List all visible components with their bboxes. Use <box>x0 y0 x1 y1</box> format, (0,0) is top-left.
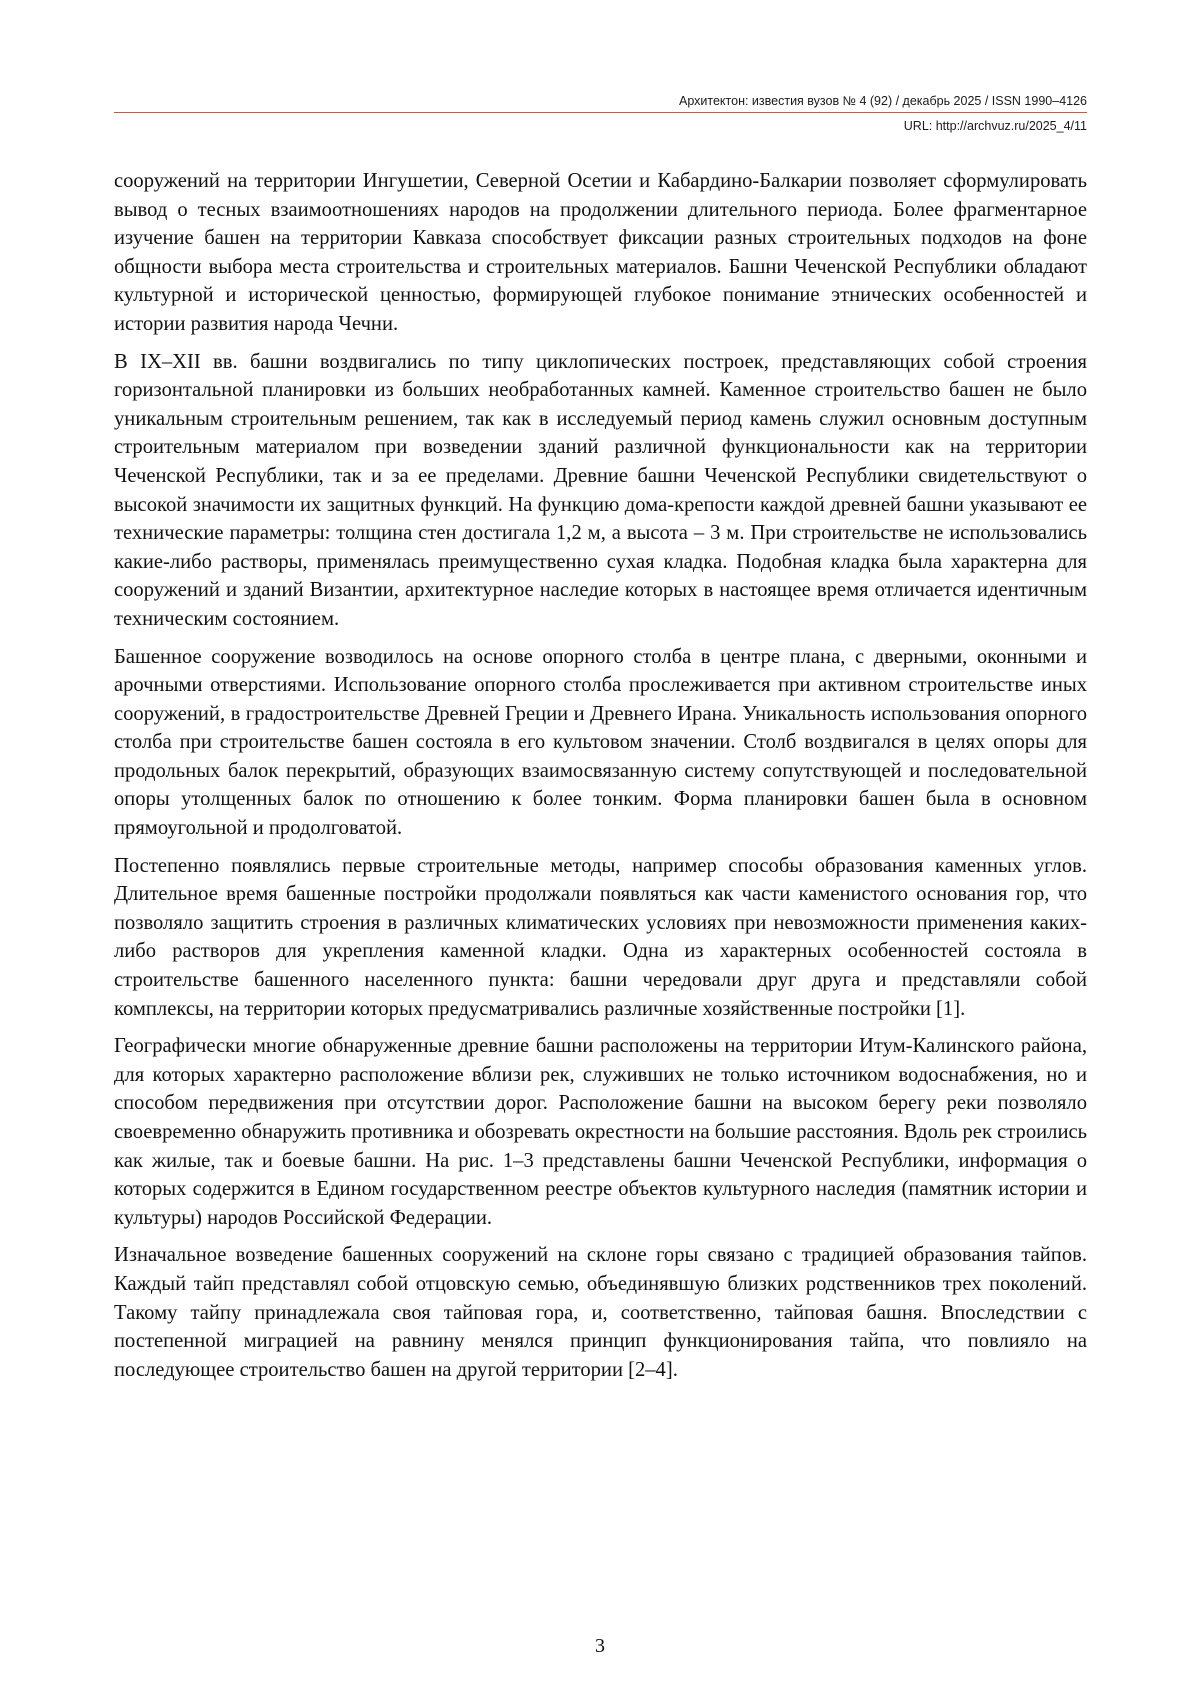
paragraph: Изначальное возведение башенных сооружений на склоне горы связано с традицией образования тайпов. Каждый тайп представлял собой отцовскую семью, объединявшую близких родственников трех поколений. Такому тайпу принадлежала своя тайповая гора, и, соответственно, тайповая башня. Впоследствии с постепенной миграцией на равнину менялся принцип функционирования тайпа, что повлияло на последующее строительство башен на другой территории [2–4]. <box>114 1244 1087 1381</box>
paragraph: сооружений на территории Ингушетии, Северной Осетии и Кабардино-Балкарии позволяет сформулировать вывод о тесных взаимоотношениях народов на продолжении длительного периода. Более фрагментарное изучение башен на территории Кавказа способствует фиксации разных строительных подходов на фоне общности выбора места строительства и строительных материалов. Башни Чеченской Республики обладают культурной и исторической ценностью, формирующей глубокое понимание этнических особенностей и истории развития народа Чечни. <box>114 170 1087 335</box>
page-number: 3 <box>595 1635 605 1657</box>
article-url[interactable]: URL: http://archvuz.ru/2025_4/11 <box>903 119 1087 133</box>
paragraph: В IX–XII вв. башни воздвигались по типу циклопических построек, представляющих собой строения горизонтальной планировки из больших необработанных камней. Каменное строительство башен не было уникальным строительным решением, так как в исследуемый период камень служил основным доступным строительным материалом при возведении зданий различной функциональности как на территории Чеченской Республики, так и за ее пределами. Древние башни Чеченской Республики свидетельствуют о высокой значимости их защитных функций. На функцию дома-крепости каждой древней башни указывают ее технические параметры: толщина стен достигала 1,2 м, а высота – 3 м. При строительстве не использовались какие-либо растворы, применялась преимущественно сухая кладка. Подобная кладка была характерна для сооружений и зданий Византии, архитектурное наследие которых в настоящее время отличается идентичным техническим состоянием. <box>114 350 1087 630</box>
paragraph: Постепенно появлялись первые строительные методы, например способы образования каменных углов. Длительное время башенные постройки продолжали появляться как части каменистого основания гор, что позволяло защитить строения в различных климатических условиях при невозможности применения каких-либо растворов для укрепления каменной кладки. Одна из характерных особенностей состояла в строительстве башенного населенного пункта: башни чередовали друг друга и представляли собой комплексы, на территории которых предусматривались различные хозяйственные постройки [1]. <box>114 854 1087 1020</box>
journal-citation: Архитектон: известия вузов № 4 (92) / декабрь 2025 / ISSN 1990–4126 <box>114 92 1087 113</box>
article-body <box>114 167 1087 1393</box>
paragraph: Географически многие обнаруженные древние башни расположены на территории Итум-Калинского района, для которых характерно расположение вблизи рек, служивших не только источником водоснабжения, но и способом передвижения при отсутствии дорог. Расположение башни на высоком берегу реки позволяло своевременно обнаружить противника и обозревать окрестности на большие расстояния. Вдоль рек строились как жилые, так и боевые башни. На рис. 1–3 представлены башни Чеченской Республики, информация о которых содержится в Едином государственном реестре объектов культурного наследия (памятник истории и культуры) народов Российской Федерации. <box>114 1035 1087 1229</box>
paragraph: Башенное сооружение возводилось на основе опорного столба в центре плана, с дверными, оконными и арочными отверстиями. Использование опорного столба прослеживается при активном строительстве иных сооружений, в градостроительстве Древней Греции и Древнего Ирана. Уникальность использования опорного столба при строительстве башен состояла в его культовом значении. Столб воздвигался в целях опоры для продольных балок перекрытий, образующих взаимосвязанную систему сопутствующей и последовательной опоры утолщенных балок по отношению к более тонким. Форма планировки башен была в основном прямоугольной и продолговатой. <box>114 645 1087 840</box>
running-header <box>114 92 1087 135</box>
